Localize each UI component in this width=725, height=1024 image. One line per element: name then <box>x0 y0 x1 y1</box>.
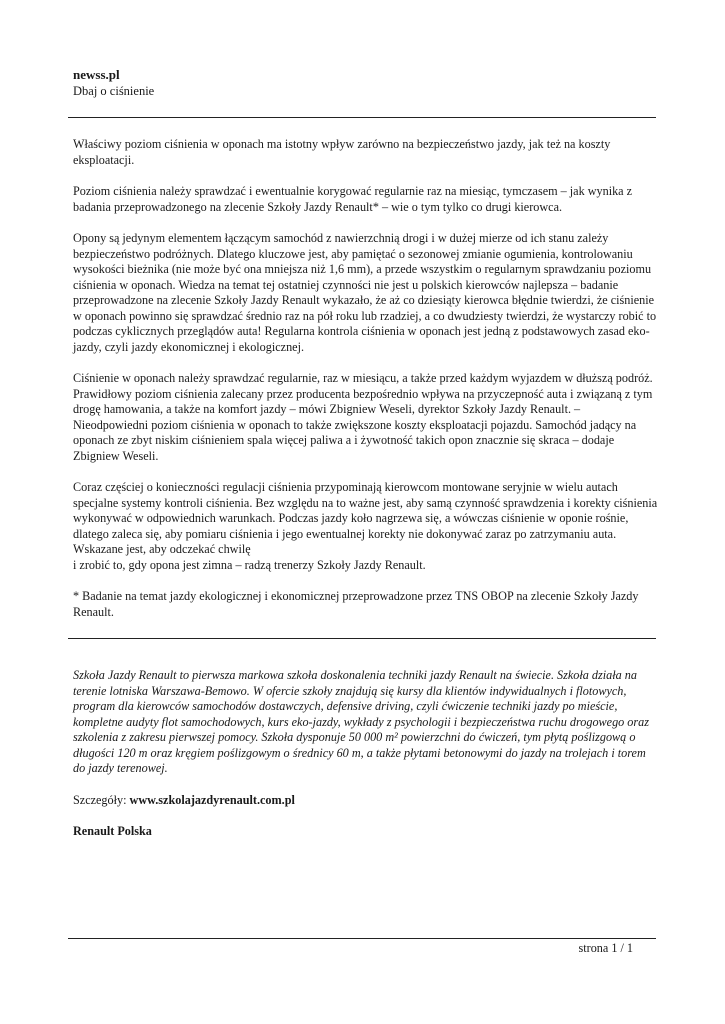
page-number: strona 1 / 1 <box>578 941 633 955</box>
paragraph-systems-line1: Coraz częściej o konieczności regulacji ciśnienia przypominają kierowcom montowane seryjnie w wielu autach specjalne systemy kontroli ciśnienia. Bez względu na to ważne jest, aby samą czynność sprawdzenia i korekty ciśnienia wykonywać w odpowiednich warunkach. Podczas jazdy koło nagrzewa się, a wówczas ciśnienie w oponie rośnie, dlatego zaleca się, aby pomiaru ciśnienia i jego ewentualnej korekty nie dokonywać zaraz po zatrzymaniu auta. Wskazane jest, aby odczekać chwilę <box>73 480 658 556</box>
details-label: Szczegóły: <box>73 792 130 807</box>
paragraph-survey: Poziom ciśnienia należy sprawdzać i ewentualnie korygować regularnie raz na miesiąc, tymczasem – jak wynika z badania przeprowadzonego na zlecenie Szkoły Jazdy Renault* – wie o tym tylko co drugi kierowca. <box>73 184 633 214</box>
details-line <box>73 793 658 809</box>
body-divider <box>68 638 656 639</box>
paragraph-intro: Właściwy poziom ciśnienia w oponach ma istotny wpływ zarówno na bezpieczeństwo jazdy, jak też na koszty eksploatacji. <box>73 137 611 167</box>
paragraph-quote: Ciśnienie w oponach należy sprawdzać regularnie, raz w miesiącu, a także przed każdym wyjazdem w dłuższą podróż. Prawidłowy poziom ciśnienia zalecany przez producenta bezpośrednio wpływa na przyczepność auta i związaną z tym drogę hamowania, a także na komfort jazdy – mówi Zbigniew Weseli, dyrektor Szkoły Jazdy Renault. – Nieodpowiedni poziom ciśnienia w oponach to także zwiększone koszty eksploatacji pojazdu. Samochód jadący na oponach ze zbyt niskim ciśnieniem spala więcej paliwa a i żywotność takich opon znacznie się skraca – dodaje Zbigniew Weseli. <box>73 371 653 463</box>
header-divider <box>68 117 656 118</box>
footnote: * Badanie na temat jazdy ekologicznej i ekonomicznej przeprowadzone przez TNS OBOP na zlecenie Szkoły Jazdy Renault. <box>73 589 639 619</box>
footer-divider <box>68 938 656 939</box>
about-section <box>73 668 658 856</box>
details-link[interactable]: www.szkolajazdyrenault.com.pl <box>129 792 295 807</box>
article-title: Dbaj o ciśnienie <box>73 84 155 98</box>
document-header <box>73 67 643 99</box>
school-description: Szkoła Jazdy Renault to pierwsza markowa szkoła doskonalenia techniki jazdy Renault na świecie. Szkoła działa na terenie lotniska Warszawa-Bemowo. W ofercie szkoły znajdują się kursy dla klientów indywidualnych i flotowych, program dla kierowców samochodów dostawczych, defensive driving, czyli ćwiczenie techniki jazdy po mieście, kompletne audyty flot samochodowych, kurs eko-jazdy, wykłady z psychologii i bezpieczeństwa ruchu drogowego oraz szkolenia z zakresu pierwszej pomocy. Szkoła dysponuje 50 000 m² powierzchni do ćwiczeń, tym płytą poślizgową o długości 120 m oraz kręgiem poślizgowym o średnicy 60 m, a także płytami betonowymi do jazdy na trolejach i torem do jazdy terenowej. <box>73 668 649 775</box>
company-name: Renault Polska <box>73 824 152 838</box>
site-name: newss.pl <box>73 67 120 82</box>
paragraph-tires: Opony są jedynym elementem łączącym samochód z nawierzchnią drogi i w dużej mierze od ich stanu zależy bezpieczeństwo podróżnych. Dlatego kluczowe jest, aby pamiętać o sezonowej zmianie ogumienia, kontrolowaniu wysokości bieżnika (nie może być ona mniejsza niż 1,6 mm), a przede wszystkim o regularnym sprawdzaniu poziomu ciśnienia w oponach. Wiedza na temat tej ostatniej czynności nie jest u polskich kierowców najlepsza – badanie przeprowadzone na zlecenie Szkoły Jazdy Renault wykazało, że aż co dziesiąty kierowca błędnie twierdzi, że ciśnienie w oponach powinno się sprawdzać średnio raz na pół roku lub rzadziej, a co dwudziesty twierdzi, że wystarczy robić to podczas cyklicznych przeglądów auta! Regularna kontrola ciśnienia w oponach jest jedną z podstawowych zasad eko-jazdy, czyli jazdy ekonomicznej i ekologicznej. <box>73 231 657 354</box>
article-body <box>73 137 658 636</box>
paragraph-systems <box>73 480 658 573</box>
paragraph-systems-line2: i zrobić to, gdy opona jest zimna – radzą trenerzy Szkoły Jazdy Renault. <box>73 557 426 572</box>
